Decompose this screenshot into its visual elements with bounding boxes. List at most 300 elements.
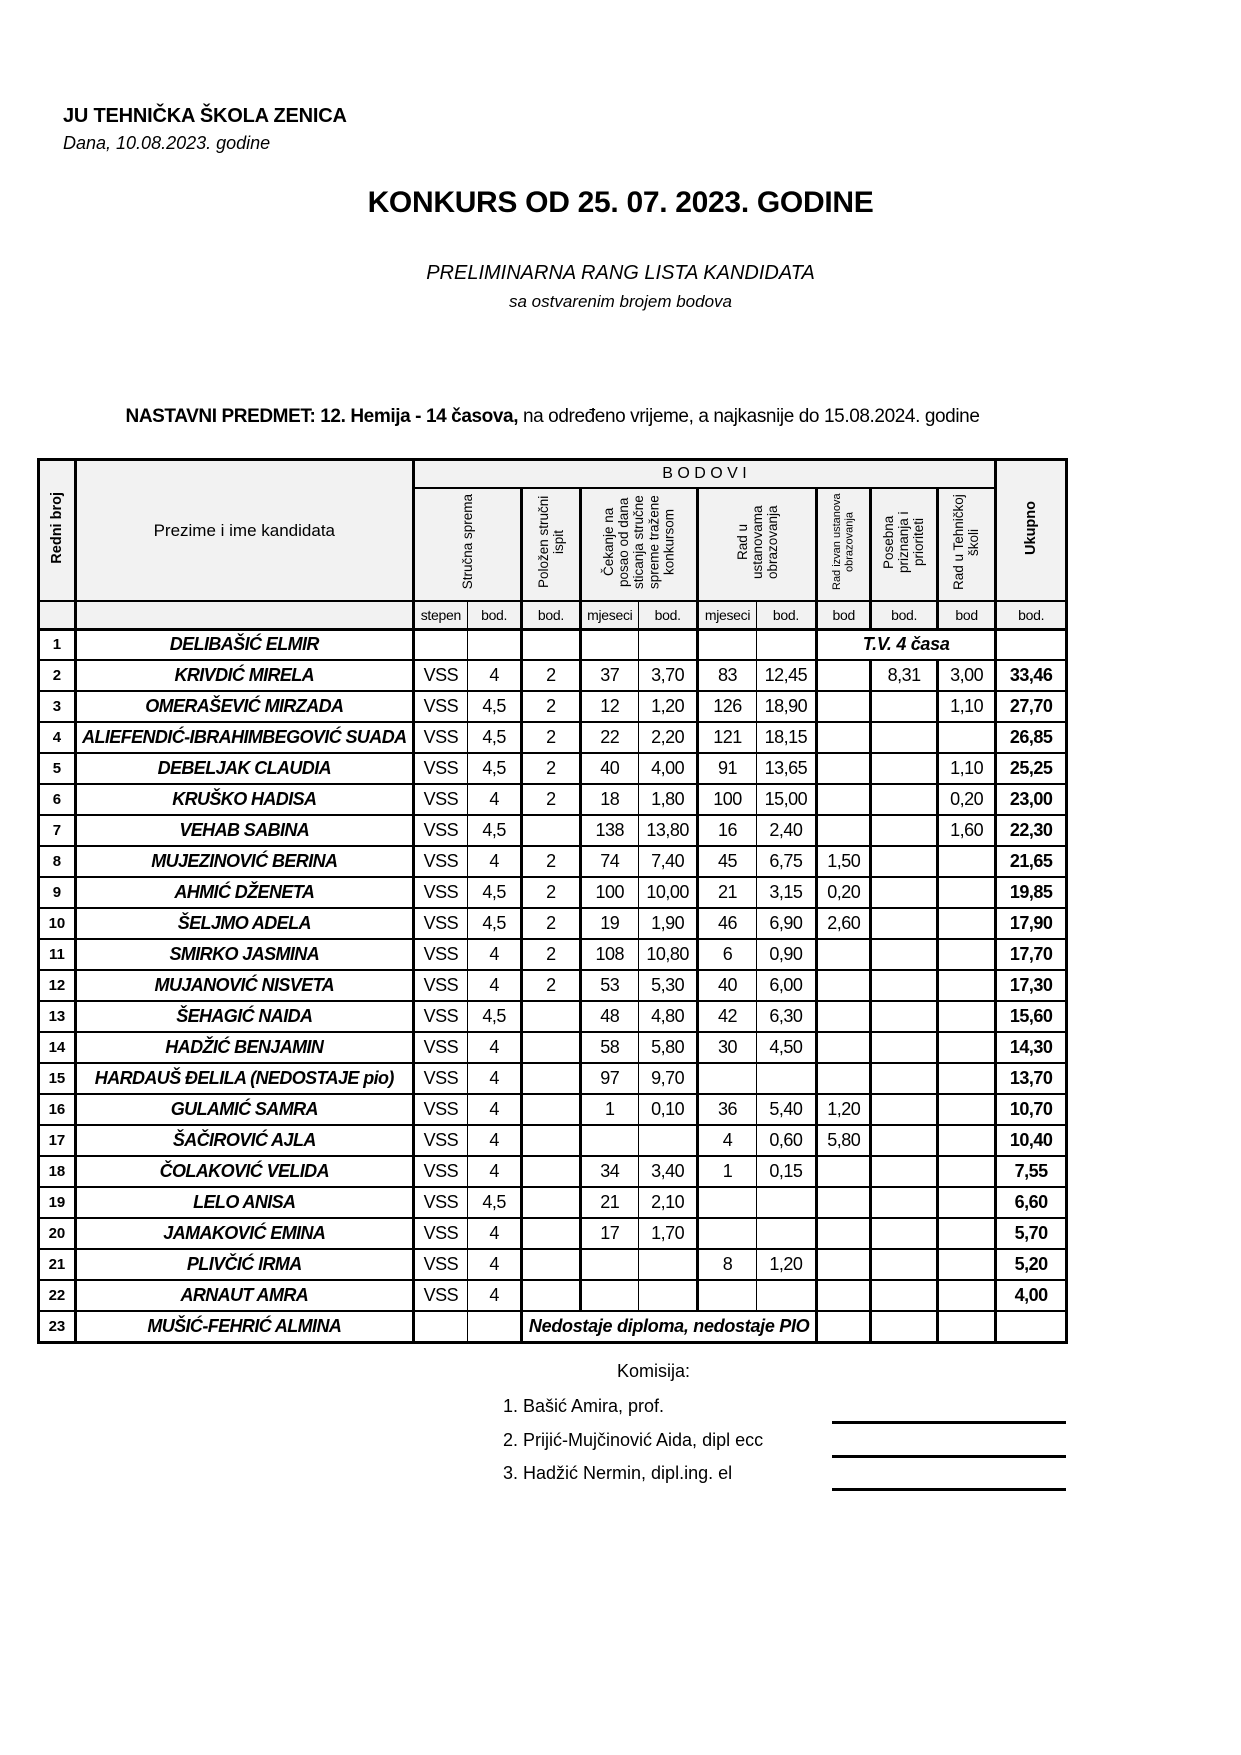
score-cell: 42 [698,1001,756,1032]
score-cell [871,846,938,877]
score-cell: VSS [413,1094,467,1125]
score-cell: 2 [522,753,580,784]
score-cell: 0,20 [937,784,995,815]
row-number-cell: 5 [39,753,76,784]
score-cell: 1,20 [638,691,697,722]
table-row [39,1249,1067,1280]
score-cell: 121 [698,722,756,753]
score-cell: 4 [467,1156,521,1187]
candidate-name-cell: PLIVČIĆ IRMA [75,1249,413,1280]
score-cell: 2 [522,722,580,753]
score-cell [756,1187,816,1218]
row-number-cell: 18 [39,1156,76,1187]
subject-line [37,406,1068,428]
score-cell [522,1001,580,1032]
score-cell: 19 [580,908,638,939]
score-cell: 4 [467,1125,521,1156]
school-name: JU TEHNIČKA ŠKOLA ZENICA [63,105,347,127]
score-cell: 8,31 [871,660,938,691]
score-cell [937,939,995,970]
score-cell: 16 [698,815,756,846]
subheader-blank [39,601,76,629]
total-cell: 10,40 [996,1125,1067,1156]
score-cell [871,908,938,939]
score-cell [756,1280,816,1311]
table-row [39,908,1067,939]
header-ukupno: Ukupno [996,460,1067,602]
table-row [39,629,1067,660]
score-cell: 5,40 [756,1094,816,1125]
score-cell [937,1311,995,1342]
score-cell: 2 [522,970,580,1001]
score-cell: 0,10 [638,1094,697,1125]
candidate-name-cell: ALIEFENDIĆ-IBRAHIMBEGOVIĆ SUADA [75,722,413,753]
score-cell [871,1001,938,1032]
score-cell: 46 [698,908,756,939]
date-line: Dana, 10.08.2023. godine [63,133,271,153]
score-cell [413,1311,467,1342]
candidate-name-cell: SMIRKO JASMINA [75,939,413,970]
score-cell [871,815,938,846]
score-cell [871,1094,938,1125]
score-cell: 74 [580,846,638,877]
komisija-member: 3. Hadžić Nermin, dipl.ing. el [503,1463,733,1483]
score-cell: 2 [522,939,580,970]
score-cell: 1,20 [756,1249,816,1280]
score-cell: 10,80 [638,939,697,970]
row-number-cell: 6 [39,784,76,815]
table-row [39,1280,1067,1311]
score-cell [871,970,938,1001]
candidate-name-cell: ŠAČIROVIĆ AJLA [75,1125,413,1156]
score-cell: VSS [413,1187,467,1218]
score-cell [871,939,938,970]
candidate-name-cell: ŠELJMO ADELA [75,908,413,939]
score-cell: 3,15 [756,877,816,908]
score-cell: VSS [413,722,467,753]
score-cell: VSS [413,691,467,722]
score-cell [871,784,938,815]
table-row [39,846,1067,877]
subheader-bod: bod. [996,601,1067,629]
score-cell: 18,15 [756,722,816,753]
score-cell: 45 [698,846,756,877]
score-cell [871,691,938,722]
total-cell: 5,70 [996,1218,1067,1249]
score-cell [638,1280,697,1311]
score-cell: 1,80 [638,784,697,815]
subheader-mjeseci: mjeseci [698,601,756,629]
score-cell: 4 [698,1125,756,1156]
row-number-cell: 14 [39,1032,76,1063]
score-cell: VSS [413,1156,467,1187]
score-cell [937,1249,995,1280]
score-cell [522,1094,580,1125]
table-row [39,1094,1067,1125]
score-cell [522,815,580,846]
score-cell: VSS [413,1280,467,1311]
score-cell: 6,00 [756,970,816,1001]
score-cell: 4,80 [638,1001,697,1032]
total-cell: 17,70 [996,939,1067,970]
header-kandidat: Prezime i ime kandidata [75,460,413,602]
score-cell [871,1280,938,1311]
score-cell [522,1156,580,1187]
score-cell: 2,40 [756,815,816,846]
score-cell [756,1218,816,1249]
row-number-cell: 20 [39,1218,76,1249]
score-cell [817,939,871,970]
score-cell: VSS [413,1063,467,1094]
table-row [39,815,1067,846]
table-row [39,1063,1067,1094]
score-cell: 58 [580,1032,638,1063]
subheader-bod: bod [937,601,995,629]
komisija-member: 2. Prijić-Mujčinović Aida, dipl ecc [503,1430,764,1450]
score-cell [871,1249,938,1280]
score-cell: 2,60 [817,908,871,939]
score-cell [817,784,871,815]
header-redni-broj: Redni broj [39,460,76,602]
candidate-name-cell: DELIBAŠIĆ ELMIR [75,629,413,660]
score-cell: VSS [413,1249,467,1280]
total-cell: 27,70 [996,691,1067,722]
total-cell: 17,30 [996,970,1067,1001]
score-cell [580,1125,638,1156]
score-cell: 1,10 [937,753,995,784]
candidate-name-cell: HADŽIĆ BENJAMIN [75,1032,413,1063]
header-rad-izvan: Rad izvan ustanova obrazovanja [817,488,871,601]
subheader-bod: bod. [638,601,697,629]
score-cell: 5,30 [638,970,697,1001]
score-cell: 48 [580,1001,638,1032]
score-cell [467,629,521,660]
score-cell: 4 [467,1280,521,1311]
score-cell: 126 [698,691,756,722]
score-cell: 4 [467,846,521,877]
score-cell: VSS [413,970,467,1001]
row-number-cell: 12 [39,970,76,1001]
row-number-cell: 21 [39,1249,76,1280]
score-cell [638,1125,697,1156]
score-cell: 30 [698,1032,756,1063]
row-number-cell: 2 [39,660,76,691]
score-cell: 6,75 [756,846,816,877]
score-cell: 36 [698,1094,756,1125]
score-cell [698,1063,756,1094]
score-cell [817,691,871,722]
score-cell [638,629,697,660]
table-row [39,691,1067,722]
score-cell [817,970,871,1001]
score-cell [522,1125,580,1156]
total-cell: 22,30 [996,815,1067,846]
score-cell: 4 [467,1249,521,1280]
score-cell: 9,70 [638,1063,697,1094]
subheader-bod: bod. [522,601,580,629]
total-cell: 15,60 [996,1001,1067,1032]
score-cell [580,629,638,660]
score-cell [937,1001,995,1032]
signature-line [832,1421,1066,1424]
score-cell [937,908,995,939]
score-cell [817,660,871,691]
score-cell [817,1218,871,1249]
score-cell: 1,70 [638,1218,697,1249]
score-cell: VSS [413,1125,467,1156]
score-cell [871,753,938,784]
total-cell: 7,55 [996,1156,1067,1187]
score-cell [871,1218,938,1249]
total-cell: 13,70 [996,1063,1067,1094]
row-number-cell: 17 [39,1125,76,1156]
score-cell: 37 [580,660,638,691]
score-cell: 17 [580,1218,638,1249]
header-rad-ts: Rad u Tehničkoj školi [937,488,995,601]
table-row [39,1125,1067,1156]
subject-line-bold: NASTAVNI PREDMET: 12. Hemija - 14 časova, [125,406,519,427]
table-row [39,784,1067,815]
score-cell: 4 [467,939,521,970]
score-cell [522,1218,580,1249]
score-cell: 1,50 [817,846,871,877]
score-cell: 4 [467,784,521,815]
score-cell [937,1063,995,1094]
candidate-name-cell: KRUŠKO HADISA [75,784,413,815]
score-cell [817,1249,871,1280]
score-cell: 18 [580,784,638,815]
score-cell: 4 [467,1094,521,1125]
score-cell [817,1311,871,1342]
score-cell: 7,40 [638,846,697,877]
score-cell [937,1218,995,1249]
score-cell [937,1156,995,1187]
score-cell: 100 [580,877,638,908]
total-cell: 26,85 [996,722,1067,753]
score-cell: 1 [580,1094,638,1125]
score-cell: 3,40 [638,1156,697,1187]
candidate-name-cell: KRIVDIĆ MIRELA [75,660,413,691]
row-number-cell: 8 [39,846,76,877]
score-cell: 21 [698,877,756,908]
score-cell [817,815,871,846]
score-cell: 4 [467,660,521,691]
score-cell [698,1218,756,1249]
score-cell: 4,00 [638,753,697,784]
score-cell [937,1280,995,1311]
table-body [39,629,1067,1342]
score-cell: 18,90 [756,691,816,722]
signature-line [832,1488,1066,1491]
score-cell: 1,60 [937,815,995,846]
rank-table [37,458,1068,1344]
score-cell [756,1063,816,1094]
score-cell [937,722,995,753]
table-row [39,877,1067,908]
score-cell: 2 [522,877,580,908]
score-cell: 4 [467,1063,521,1094]
score-cell [871,1187,938,1218]
table-row [39,1156,1067,1187]
subheader-mjeseci: mjeseci [580,601,638,629]
score-cell [817,1156,871,1187]
score-cell: 6,90 [756,908,816,939]
row-number-cell: 11 [39,939,76,970]
row-number-cell: 19 [39,1187,76,1218]
score-cell: 6 [698,939,756,970]
komisija-label: Komisija: [617,1361,691,1381]
row-number-cell: 16 [39,1094,76,1125]
score-cell [638,1249,697,1280]
row-number-cell: 13 [39,1001,76,1032]
score-cell: 1,10 [937,691,995,722]
score-cell [871,1311,938,1342]
score-cell: 4,50 [756,1032,816,1063]
score-cell [937,1094,995,1125]
score-cell [871,1032,938,1063]
score-cell: VSS [413,815,467,846]
subheader-bod: bod. [467,601,521,629]
candidate-name-cell: GULAMIĆ SAMRA [75,1094,413,1125]
score-cell: 4,5 [467,753,521,784]
score-cell [871,1063,938,1094]
score-cell [580,1280,638,1311]
page-title: KONKURS OD 25. 07. 2023. GODINE [367,186,874,219]
score-cell [467,1311,521,1342]
score-cell: 0,60 [756,1125,816,1156]
total-cell: 10,70 [996,1094,1067,1125]
score-cell [937,1032,995,1063]
score-cell [937,970,995,1001]
score-cell: 12,45 [756,660,816,691]
score-cell: 0,20 [817,877,871,908]
table-row [39,1001,1067,1032]
row-number-cell: 15 [39,1063,76,1094]
score-cell: 100 [698,784,756,815]
score-cell: 2 [522,691,580,722]
score-cell: 21 [580,1187,638,1218]
header-cekanje: Čekanje na posao od dana sticanja stručne spreme tražene konkursom [580,488,698,601]
score-cell: 1,20 [817,1094,871,1125]
score-cell [698,1187,756,1218]
score-cell: VSS [413,1032,467,1063]
total-cell: 25,25 [996,753,1067,784]
score-cell: 4 [467,1218,521,1249]
note-cell: Nedostaje diploma, nedostaje PIO [522,1311,817,1342]
score-cell: VSS [413,939,467,970]
header-rad-ustanove: Rad u ustanovama obrazovanja [698,488,817,601]
komisija-member: 1. Bašić Amira, prof. [503,1396,665,1416]
total-cell: 4,00 [996,1280,1067,1311]
score-cell: 4,5 [467,877,521,908]
score-cell [413,629,467,660]
score-cell: 0,15 [756,1156,816,1187]
score-cell: 4 [467,1032,521,1063]
score-cell [817,1032,871,1063]
score-cell [871,877,938,908]
score-cell: 97 [580,1063,638,1094]
candidate-name-cell: VEHAB SABINA [75,815,413,846]
total-cell: 14,30 [996,1032,1067,1063]
subheader-bod: bod. [871,601,938,629]
table-row [39,939,1067,970]
table-row [39,753,1067,784]
total-cell: 33,46 [996,660,1067,691]
candidate-name-cell: ARNAUT AMRA [75,1280,413,1311]
score-cell: 4,5 [467,691,521,722]
score-cell [937,846,995,877]
score-cell: VSS [413,1218,467,1249]
score-cell [817,1280,871,1311]
score-cell [871,1125,938,1156]
score-cell: VSS [413,753,467,784]
row-number-cell: 7 [39,815,76,846]
total-cell [996,1311,1067,1342]
total-cell [996,629,1067,660]
score-cell: 40 [698,970,756,1001]
score-cell [522,629,580,660]
score-cell: 2 [522,784,580,815]
table-row [39,1218,1067,1249]
score-cell: VSS [413,784,467,815]
signature-line [832,1455,1066,1458]
score-cell: 4,5 [467,722,521,753]
score-cell: 2,10 [638,1187,697,1218]
note-cell: T.V. 4 časa [817,629,996,660]
header-posebna-priznanja: Posebna priznanja i prioriteti [871,488,938,601]
table-row [39,970,1067,1001]
header-strucna-sprema: Stručna sprema [413,488,522,601]
score-cell [937,877,995,908]
score-cell: 4,5 [467,815,521,846]
candidate-name-cell: MUJEZINOVIĆ BERINA [75,846,413,877]
subheader-bod: bod. [756,601,816,629]
subject-line-rest: na određeno vrijeme, a najkasnije do 15.08.2024. godine [518,406,980,427]
score-cell [817,1063,871,1094]
subheader-blank [75,601,413,629]
score-cell [817,722,871,753]
score-cell [817,1001,871,1032]
score-cell: 5,80 [817,1125,871,1156]
score-cell: 83 [698,660,756,691]
total-cell: 19,85 [996,877,1067,908]
total-cell: 5,20 [996,1249,1067,1280]
score-cell [698,1280,756,1311]
score-cell [937,1187,995,1218]
table-row [39,722,1067,753]
score-cell [698,629,756,660]
score-cell: 4,5 [467,908,521,939]
total-cell: 23,00 [996,784,1067,815]
row-number-cell: 22 [39,1280,76,1311]
score-cell: 91 [698,753,756,784]
score-cell: 2 [522,846,580,877]
subheader-stepen: stepen [413,601,467,629]
row-number-cell: 3 [39,691,76,722]
score-cell: 1 [698,1156,756,1187]
score-cell: 12 [580,691,638,722]
score-cell: 6,30 [756,1001,816,1032]
score-cell [522,1187,580,1218]
score-cell [522,1063,580,1094]
score-cell [937,1125,995,1156]
score-cell: 4 [467,970,521,1001]
score-cell: 40 [580,753,638,784]
score-cell: 2 [522,908,580,939]
score-cell: 4,5 [467,1187,521,1218]
score-cell: 108 [580,939,638,970]
score-cell [522,1032,580,1063]
